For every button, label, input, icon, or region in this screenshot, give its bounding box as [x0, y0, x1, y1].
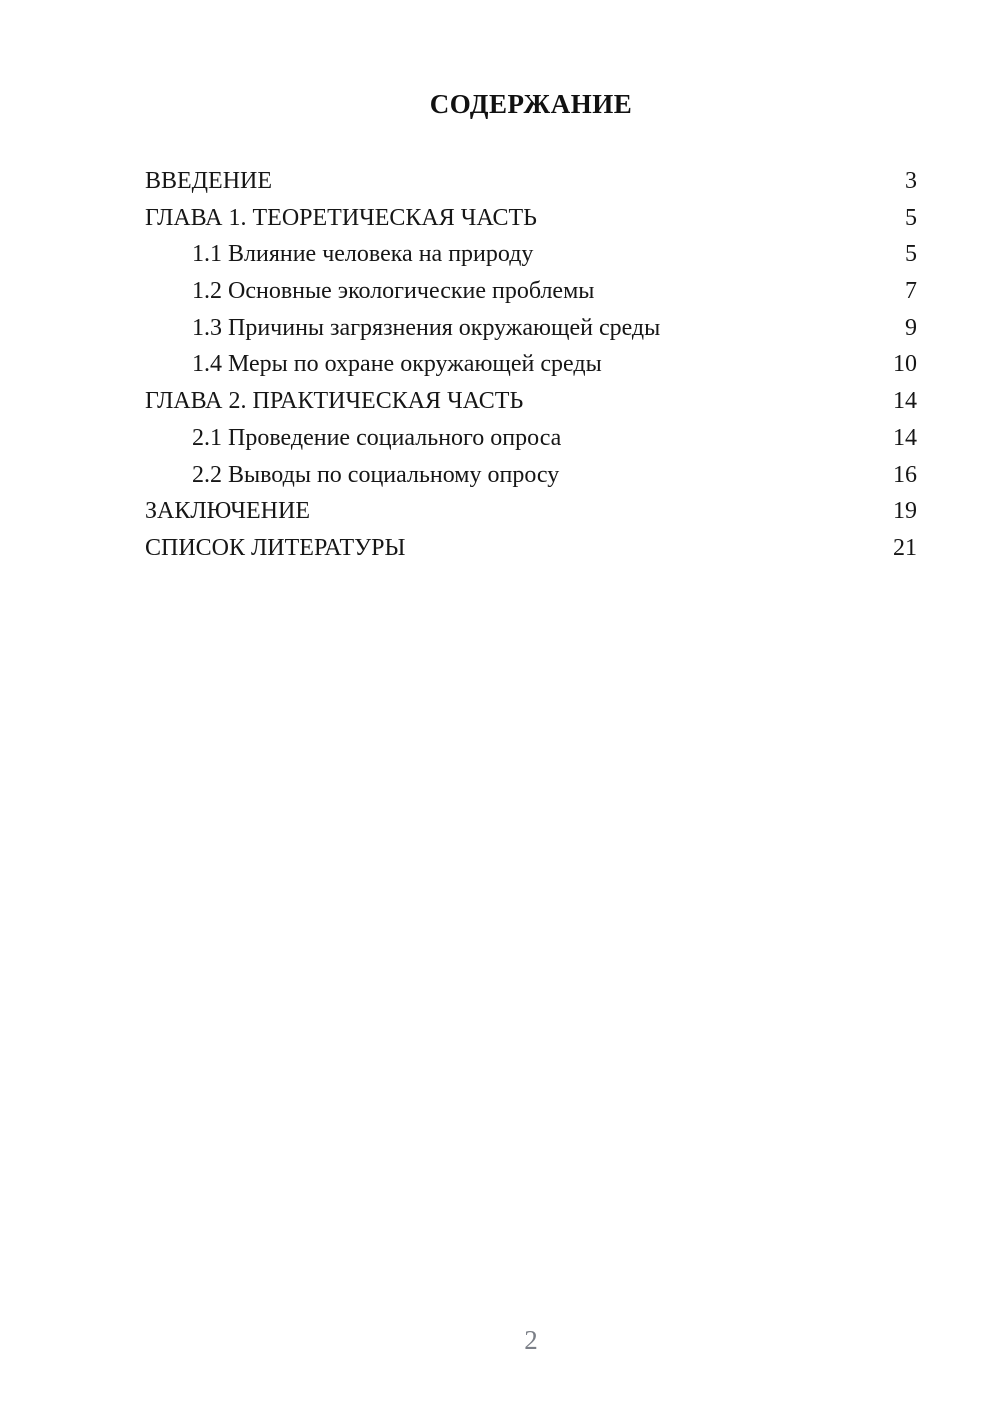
toc-entry-page-number: 9 [905, 314, 917, 341]
toc-entry-label: 1.2 Основные экологические проблемы [192, 278, 595, 305]
toc-row [145, 236, 917, 273]
toc-entry-label: 2.2 Выводы по социальному опросу [192, 461, 560, 488]
toc-entry-page-number: 16 [893, 461, 917, 488]
toc-entry-page-number: 3 [905, 168, 917, 194]
toc-entry-page-number: 14 [893, 424, 917, 451]
toc-entry-page-number: 21 [893, 534, 917, 561]
toc-entry-page-number: 19 [893, 498, 917, 525]
toc-entry-label: 1.4 Меры по охране окружающей среды [192, 351, 602, 378]
toc-entry-page-number: 5 [905, 204, 917, 231]
toc-entry-page-number: 14 [893, 388, 917, 415]
toc-entry-page-number: 10 [893, 351, 917, 378]
toc-row [145, 163, 917, 200]
page-title: СОДЕРЖАНИЕ [429, 89, 633, 119]
toc-entry-label: СПИСОК ЛИТЕРАТУРЫ [145, 534, 406, 561]
toc-row [145, 457, 917, 494]
toc-row [145, 200, 917, 237]
toc-row [145, 273, 917, 310]
toc-entry-label: ГЛАВА 2. ПРАКТИЧЕСКАЯ ЧАСТЬ [145, 388, 524, 415]
toc-row [145, 530, 917, 567]
toc-list [145, 163, 917, 567]
toc-entry-label: ВВЕДЕНИЕ [145, 168, 273, 194]
footer-page-number: 2 [524, 1325, 538, 1355]
toc-entry-label: 2.1 Проведение социального опроса [192, 424, 562, 451]
toc-row [145, 493, 917, 530]
toc-row [145, 420, 917, 457]
toc-entry-page-number: 5 [905, 241, 917, 268]
toc-row [145, 383, 917, 420]
toc-row [145, 310, 917, 347]
toc-entry-label: ГЛАВА 1. ТЕОРЕТИЧЕСКАЯ ЧАСТЬ [145, 204, 537, 231]
toc-entry-label: 1.3 Причины загрязнения окружающей среды [192, 314, 661, 341]
toc-entry-label: 1.1 Влияние человека на природу [192, 241, 534, 268]
toc-entry-page-number: 7 [905, 278, 917, 305]
toc-entry-label: ЗАКЛЮЧЕНИЕ [145, 498, 310, 525]
toc-row [145, 346, 917, 383]
